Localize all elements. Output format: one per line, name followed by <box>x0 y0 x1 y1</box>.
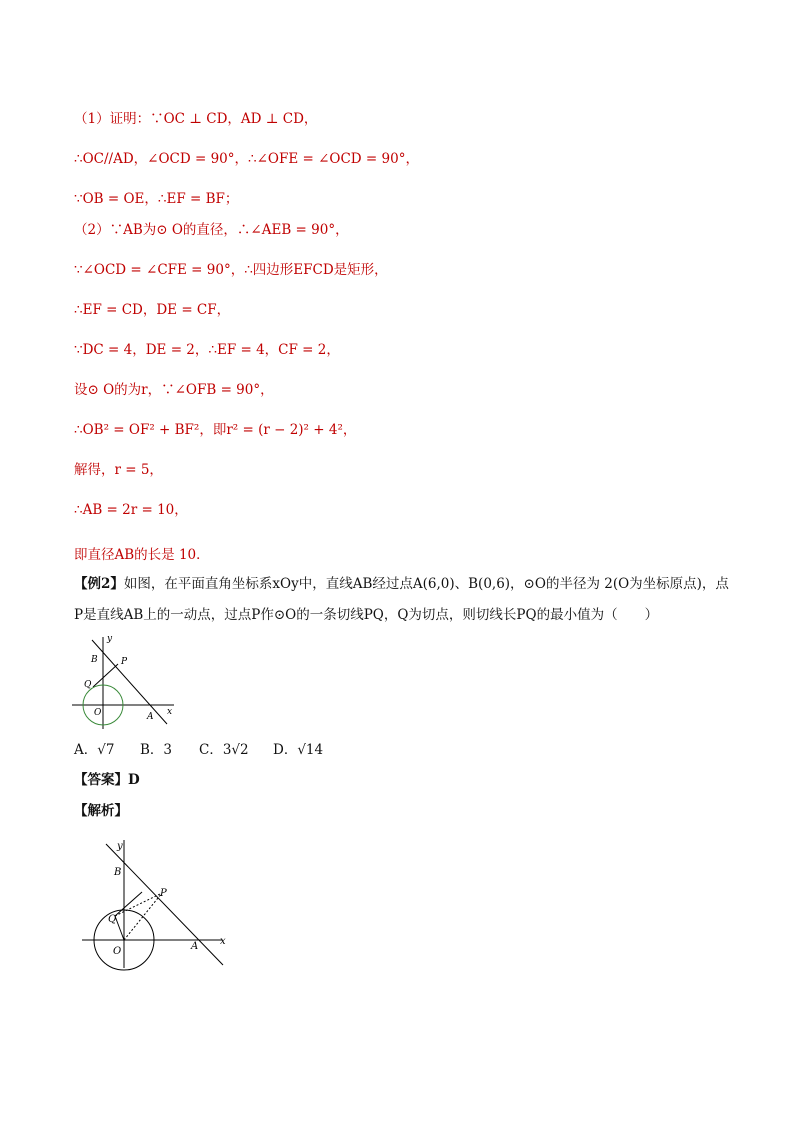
answer-line: 【答案】D <box>74 772 140 788</box>
option-d: D．√14 <box>273 742 324 758</box>
example-text-1: 如图，在平面直角坐标系xOy中，直线AB经过点A(6,0)、B(0,6)，⊙O的半径为 2(O为坐标原点)，点 <box>123 576 729 592</box>
label-p: P <box>121 657 128 667</box>
solution-line-11: ∴AB = 2r = 10， <box>74 502 188 518</box>
radius-oq <box>115 916 124 940</box>
analysis-heading: 【解析】 <box>74 803 128 819</box>
label-p: P <box>160 888 167 899</box>
label-x: x <box>220 936 226 947</box>
label-y: y <box>117 841 123 852</box>
segment-qp-dashed <box>115 893 162 916</box>
label-a: A <box>191 941 199 952</box>
label-y: y <box>107 634 113 644</box>
label-o: O <box>113 946 122 957</box>
solution-line-10: 解得，r = 5， <box>74 462 163 478</box>
label-a: A <box>147 712 154 722</box>
question-figure <box>70 632 182 732</box>
example-tag: 【例2】 <box>74 576 124 592</box>
label-b: B <box>114 867 122 878</box>
solution-line-1: （1）证明：∵OC ⊥ CD，AD ⊥ CD， <box>74 111 318 127</box>
solution-figure <box>80 836 240 972</box>
option-a: A．√7 <box>74 742 115 758</box>
label-b: B <box>91 655 98 665</box>
conclusion-line: 即直径AB的长是 10． <box>74 547 210 563</box>
solution-line-2: ∴OC//AD，∠OCD = 90°，∴∠OFE = ∠OCD = 90°， <box>74 151 419 167</box>
solution-line-9: ∴OB² = OF² + BF²，即r² = (r − 2)² + 4²， <box>74 422 357 438</box>
option-c: C．3√2 <box>199 742 249 758</box>
option-b: B．3 <box>140 742 173 758</box>
label-q: Q <box>84 680 92 690</box>
tangent-pq <box>115 892 142 916</box>
label-o: O <box>94 708 102 718</box>
label-x: x <box>167 707 173 717</box>
solution-line-5: ∵∠OCD = ∠CFE = 90°，∴四边形EFCD是矩形， <box>74 262 388 278</box>
solution-line-7: ∵DC = 4，DE = 2，∴EF = 4，CF = 2， <box>74 342 340 358</box>
example-line-2: P是直线AB上的一动点，过点P作⊙O的一条切线PQ，Q为切点，则切线长PQ的最小值为（ ） <box>74 607 659 623</box>
label-q: Q <box>108 914 117 925</box>
solution-line-6: ∴EF = CD，DE = CF， <box>74 302 231 318</box>
tangent-pq <box>93 664 118 687</box>
solution-line-3: ∵OB = OE，∴EF = BF； <box>74 191 239 207</box>
example-line-1 <box>74 575 729 593</box>
solution-line-8: 设⊙ O的为r，∵∠OFB = 90°， <box>74 382 274 398</box>
solution-line-4: （2）∵AB为⊙ O的直径，∴∠AEB = 90°， <box>74 222 349 238</box>
